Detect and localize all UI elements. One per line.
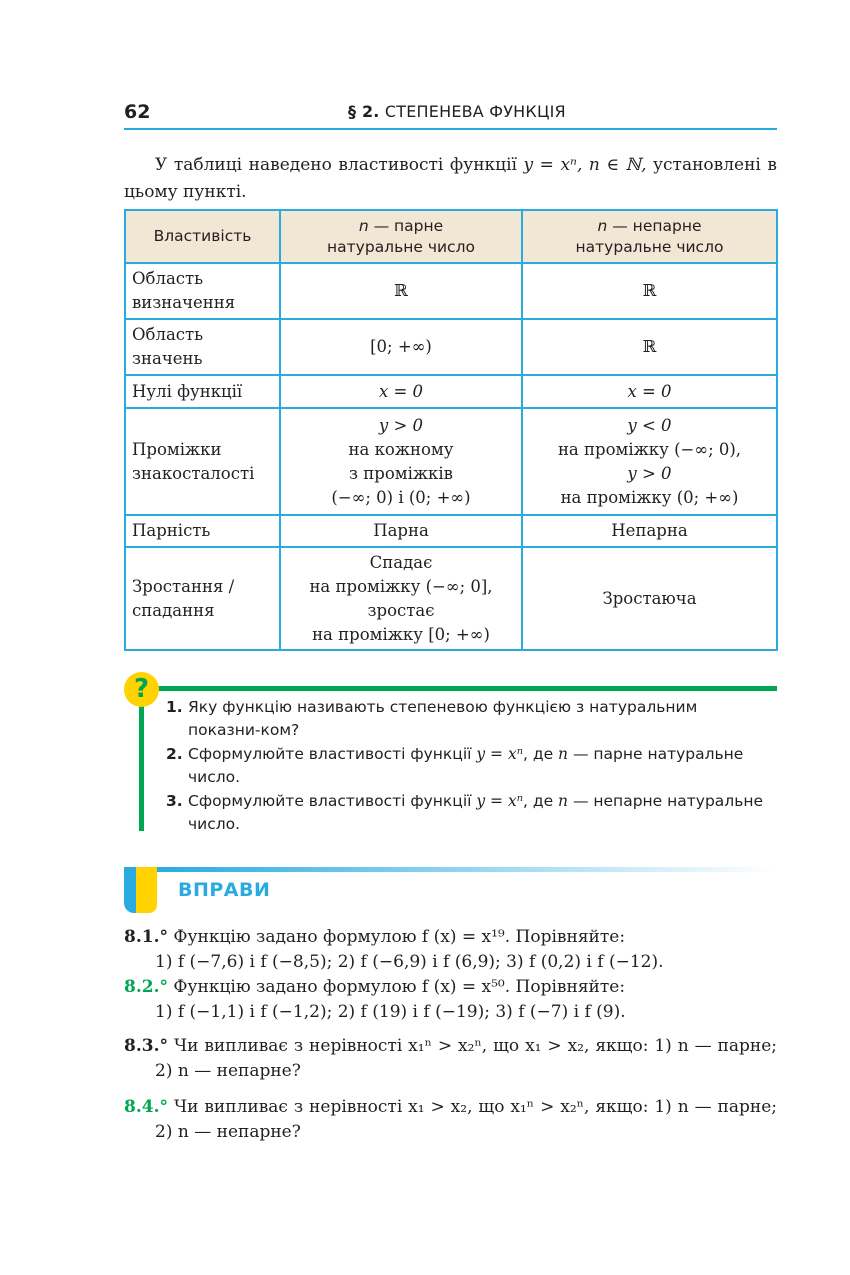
cell-odd	[522, 408, 777, 515]
table-row	[125, 375, 777, 408]
question-text: , де	[523, 745, 559, 763]
cell-odd: ℝ	[522, 263, 777, 319]
row-label: Нулі функції	[125, 375, 280, 408]
cell-even	[280, 547, 522, 650]
exercises-tab-icon	[124, 867, 157, 913]
intro-text: У таблиці наведено властивості функції	[155, 155, 524, 175]
table-row	[125, 319, 777, 375]
cell-odd: Непарна	[522, 515, 777, 547]
cell-even	[280, 408, 522, 515]
cell-line: зростає	[367, 600, 435, 620]
intro-text-end: установлені в цьому пункті.	[124, 155, 777, 202]
cell-line: на кожному	[348, 439, 454, 459]
exercise-number: 8.2.°	[124, 977, 168, 997]
cell-odd: Зростаюча	[522, 547, 777, 650]
question-item	[166, 743, 770, 789]
question-variable: n	[558, 745, 569, 763]
table-header-odd: n — непарне натуральне число	[522, 210, 777, 263]
cell-line: на проміжку [0; +∞)	[312, 624, 490, 644]
cell-line: на проміжку (−∞; 0],	[309, 576, 493, 596]
question-item	[166, 790, 770, 836]
exercise-8-3	[124, 1034, 777, 1084]
question-mark-icon: ?	[124, 672, 159, 707]
question-formula: y = xⁿ	[476, 792, 523, 810]
question-item	[166, 696, 770, 742]
row-label: Парність	[125, 515, 280, 547]
exercise-number: 8.3.°	[124, 1036, 168, 1056]
table-header-property: Властивість	[125, 210, 280, 263]
question-text: Сформулюйте властивості функції	[188, 745, 477, 763]
exercise-8-4	[124, 1095, 777, 1145]
question-variable: n	[558, 792, 569, 810]
table-row	[125, 515, 777, 547]
row-label: Проміжки знакосталості	[125, 408, 280, 515]
table-row	[125, 408, 777, 515]
question-text: , де	[523, 792, 559, 810]
table-row	[125, 547, 777, 650]
table-header-even: n — парне натуральне число	[280, 210, 522, 263]
question-number: 3.	[166, 792, 183, 810]
question-formula: y = xⁿ	[476, 745, 523, 763]
page-number: 62	[124, 101, 151, 123]
exercise-text: Чи випливає з нерівності x₁ > x₂, що x₁ⁿ > x₂ⁿ, якщо: 1) n — парне; 2) n — непарне?	[155, 1097, 778, 1142]
question-number: 1.	[166, 698, 183, 716]
intro-formula: y = xⁿ, n ∈ ℕ,	[523, 155, 647, 175]
row-label: Область визначення	[125, 263, 280, 319]
intro-paragraph	[124, 152, 777, 206]
cell-even: Парна	[280, 515, 522, 547]
question-text: Яку функцію називають степеневою функцією з натуральним показни-ком?	[188, 698, 698, 739]
cell-line: на проміжку (−∞; 0),	[557, 439, 742, 459]
exercise-subitems: 1) f (−1,1) і f (−1,2); 2) f (19) і f (−19); 3) f (−7) і f (9).	[155, 1002, 626, 1022]
table-row	[125, 263, 777, 319]
question-text: — непарне натуральне число.	[188, 792, 764, 833]
exercise-text: Функцію задано формулою f (x) = x⁵⁰. Порівняйте:	[173, 977, 626, 997]
cell-even: [0; +∞)	[280, 319, 522, 375]
exercise-number: 8.4.°	[124, 1097, 168, 1117]
header-rule	[124, 128, 777, 130]
section-title: СТЕПЕНЕВА ФУНКЦІЯ	[384, 102, 566, 121]
exercises-band	[157, 867, 777, 872]
questions-rule	[139, 686, 777, 691]
exercise-8-1	[124, 925, 777, 975]
cell-odd: x = 0	[522, 375, 777, 408]
cell-line: y > 0	[627, 463, 672, 483]
question-text: Сформулюйте властивості функції	[188, 792, 477, 810]
exercises-title: ВПРАВИ	[178, 879, 271, 901]
section-mark: § 2.	[348, 102, 380, 121]
cell-line: на проміжку (0; +∞)	[560, 487, 739, 507]
row-label: Зростання / спадання	[125, 547, 280, 650]
exercise-8-2	[124, 975, 777, 1025]
questions-list	[166, 696, 770, 837]
question-text: — парне натуральне число.	[188, 745, 744, 786]
cell-line: (−∞; 0) і (0; +∞)	[331, 487, 471, 507]
exercise-text: Функцію задано формулою f (x) = x¹⁹. Порівняйте:	[173, 927, 626, 947]
exercise-number: 8.1.°	[124, 927, 168, 947]
cell-line: y > 0	[378, 415, 424, 435]
cell-line: y < 0	[627, 415, 672, 435]
cell-even: ℝ	[280, 263, 522, 319]
cell-even: x = 0	[280, 375, 522, 408]
exercise-subitems: 1) f (−7,6) і f (−8,5); 2) f (−6,9) і f (6,9); 3) f (0,2) і f (−12).	[155, 952, 664, 972]
cell-odd: ℝ	[522, 319, 777, 375]
question-number: 2.	[166, 745, 183, 763]
properties-table	[124, 209, 778, 651]
row-label: Область значень	[125, 319, 280, 375]
questions-bar	[139, 688, 144, 831]
running-head	[348, 102, 566, 121]
exercise-text: Чи випливає з нерівності x₁ⁿ > x₂ⁿ, що x₁ > x₂, якщо: 1) n — парне; 2) n — непарне?	[155, 1036, 778, 1081]
cell-line: з проміжків	[349, 463, 453, 483]
table-header-row	[125, 210, 777, 263]
cell-line: Спадає	[369, 552, 433, 572]
